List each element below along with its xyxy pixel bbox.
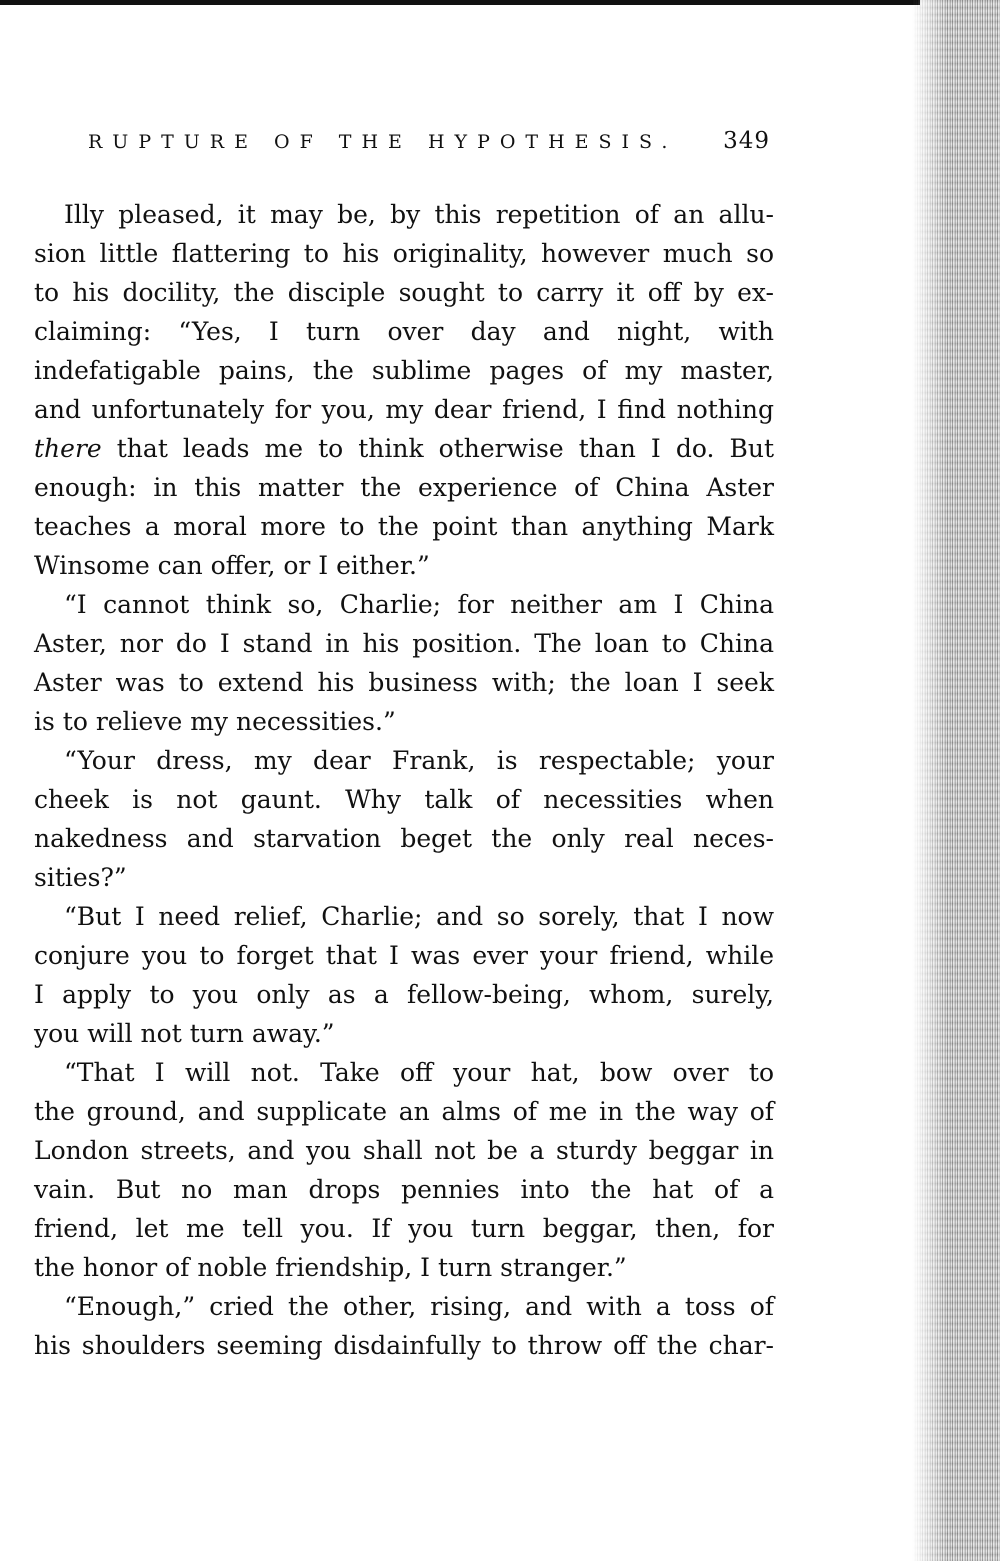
line-text: friend, let me tell you. If you turn beggar, then, for	[34, 1214, 774, 1243]
text-line	[34, 1053, 774, 1092]
line-text: claiming: “Yes, I turn over day and night, with	[34, 317, 774, 346]
line-text: nakedness and starvation beget the only real neces-	[34, 824, 774, 853]
running-title: RUPTURE OF THE HYPOTHESIS.	[88, 131, 678, 153]
body-text	[34, 195, 774, 1365]
text-line	[34, 1131, 774, 1170]
line-text: enough: in this matter the experience of China Aster	[34, 473, 774, 502]
line-text: sities?”	[34, 863, 127, 892]
text-line	[34, 858, 774, 897]
text-line	[34, 741, 774, 780]
line-text: cheek is not gaunt. Why talk of necessities when	[34, 785, 774, 814]
text-line	[34, 429, 774, 468]
line-text: that leads me to think otherwise than I do. But	[101, 434, 774, 463]
line-text: the honor of noble friendship, I turn stranger.”	[34, 1253, 627, 1282]
line-text: “Your dress, my dear Frank, is respectable; your	[64, 746, 774, 775]
text-line	[34, 702, 774, 741]
line-text: “That I will not. Take off your hat, bow over to	[64, 1058, 774, 1087]
text-line	[34, 1170, 774, 1209]
italic-word: there	[34, 434, 102, 463]
line-text: Aster, nor do I stand in his position. The loan to China	[34, 629, 774, 658]
page-number: 349	[723, 128, 770, 154]
line-text: Illy pleased, it may be, by this repetition of an allu-	[64, 200, 774, 229]
line-text: teaches a moral more to the point than anything Mark	[34, 512, 774, 541]
line-text: London streets, and you shall not be a sturdy beggar in	[34, 1136, 774, 1165]
line-text: his shoulders seeming disdainfully to throw off the char-	[34, 1331, 774, 1360]
text-line	[34, 312, 774, 351]
line-text: sion little flattering to his originality, however much so	[34, 239, 774, 268]
text-line	[34, 1326, 774, 1365]
text-line	[34, 663, 774, 702]
text-line	[34, 897, 774, 936]
line-text: and unfortunately for you, my dear friend, I find nothing	[34, 395, 774, 424]
text-line	[34, 1209, 774, 1248]
text-line	[34, 780, 774, 819]
text-line	[34, 390, 774, 429]
running-header	[88, 128, 770, 164]
line-text: you will not turn away.”	[34, 1019, 335, 1048]
line-text: to his docility, the disciple sought to carry it off by ex-	[34, 278, 774, 307]
text-line	[34, 819, 774, 858]
text-line	[34, 468, 774, 507]
line-text: conjure you to forget that I was ever your friend, while	[34, 941, 774, 970]
line-text: the ground, and supplicate an alms of me in the way of	[34, 1097, 774, 1126]
line-text: is to relieve my necessities.”	[34, 707, 396, 736]
text-line	[34, 936, 774, 975]
text-line	[34, 585, 774, 624]
text-line	[34, 624, 774, 663]
text-line	[34, 351, 774, 390]
text-line	[34, 975, 774, 1014]
text-line	[34, 1014, 774, 1053]
page-edge-shadow	[912, 0, 1000, 1561]
text-line	[34, 234, 774, 273]
line-text: “I cannot think so, Charlie; for neither am I China	[64, 590, 774, 619]
line-text: Aster was to extend his business with; the loan I seek	[34, 668, 774, 697]
text-line	[34, 1287, 774, 1326]
line-text: indefatigable pains, the sublime pages of my master,	[34, 356, 774, 385]
text-line	[34, 1092, 774, 1131]
top-edge-rule	[0, 0, 920, 5]
line-text: “Enough,” cried the other, rising, and with a toss of	[64, 1292, 774, 1321]
text-line	[34, 195, 774, 234]
text-line	[34, 507, 774, 546]
text-line	[34, 546, 774, 585]
text-line	[34, 273, 774, 312]
line-text: I apply to you only as a fellow-being, whom, surely,	[34, 980, 774, 1009]
line-text: “But I need relief, Charlie; and so sorely, that I now	[64, 902, 774, 931]
line-text: vain. But no man drops pennies into the hat of a	[34, 1175, 774, 1204]
text-line	[34, 1248, 774, 1287]
line-text: Winsome can offer, or I either.”	[34, 551, 430, 580]
